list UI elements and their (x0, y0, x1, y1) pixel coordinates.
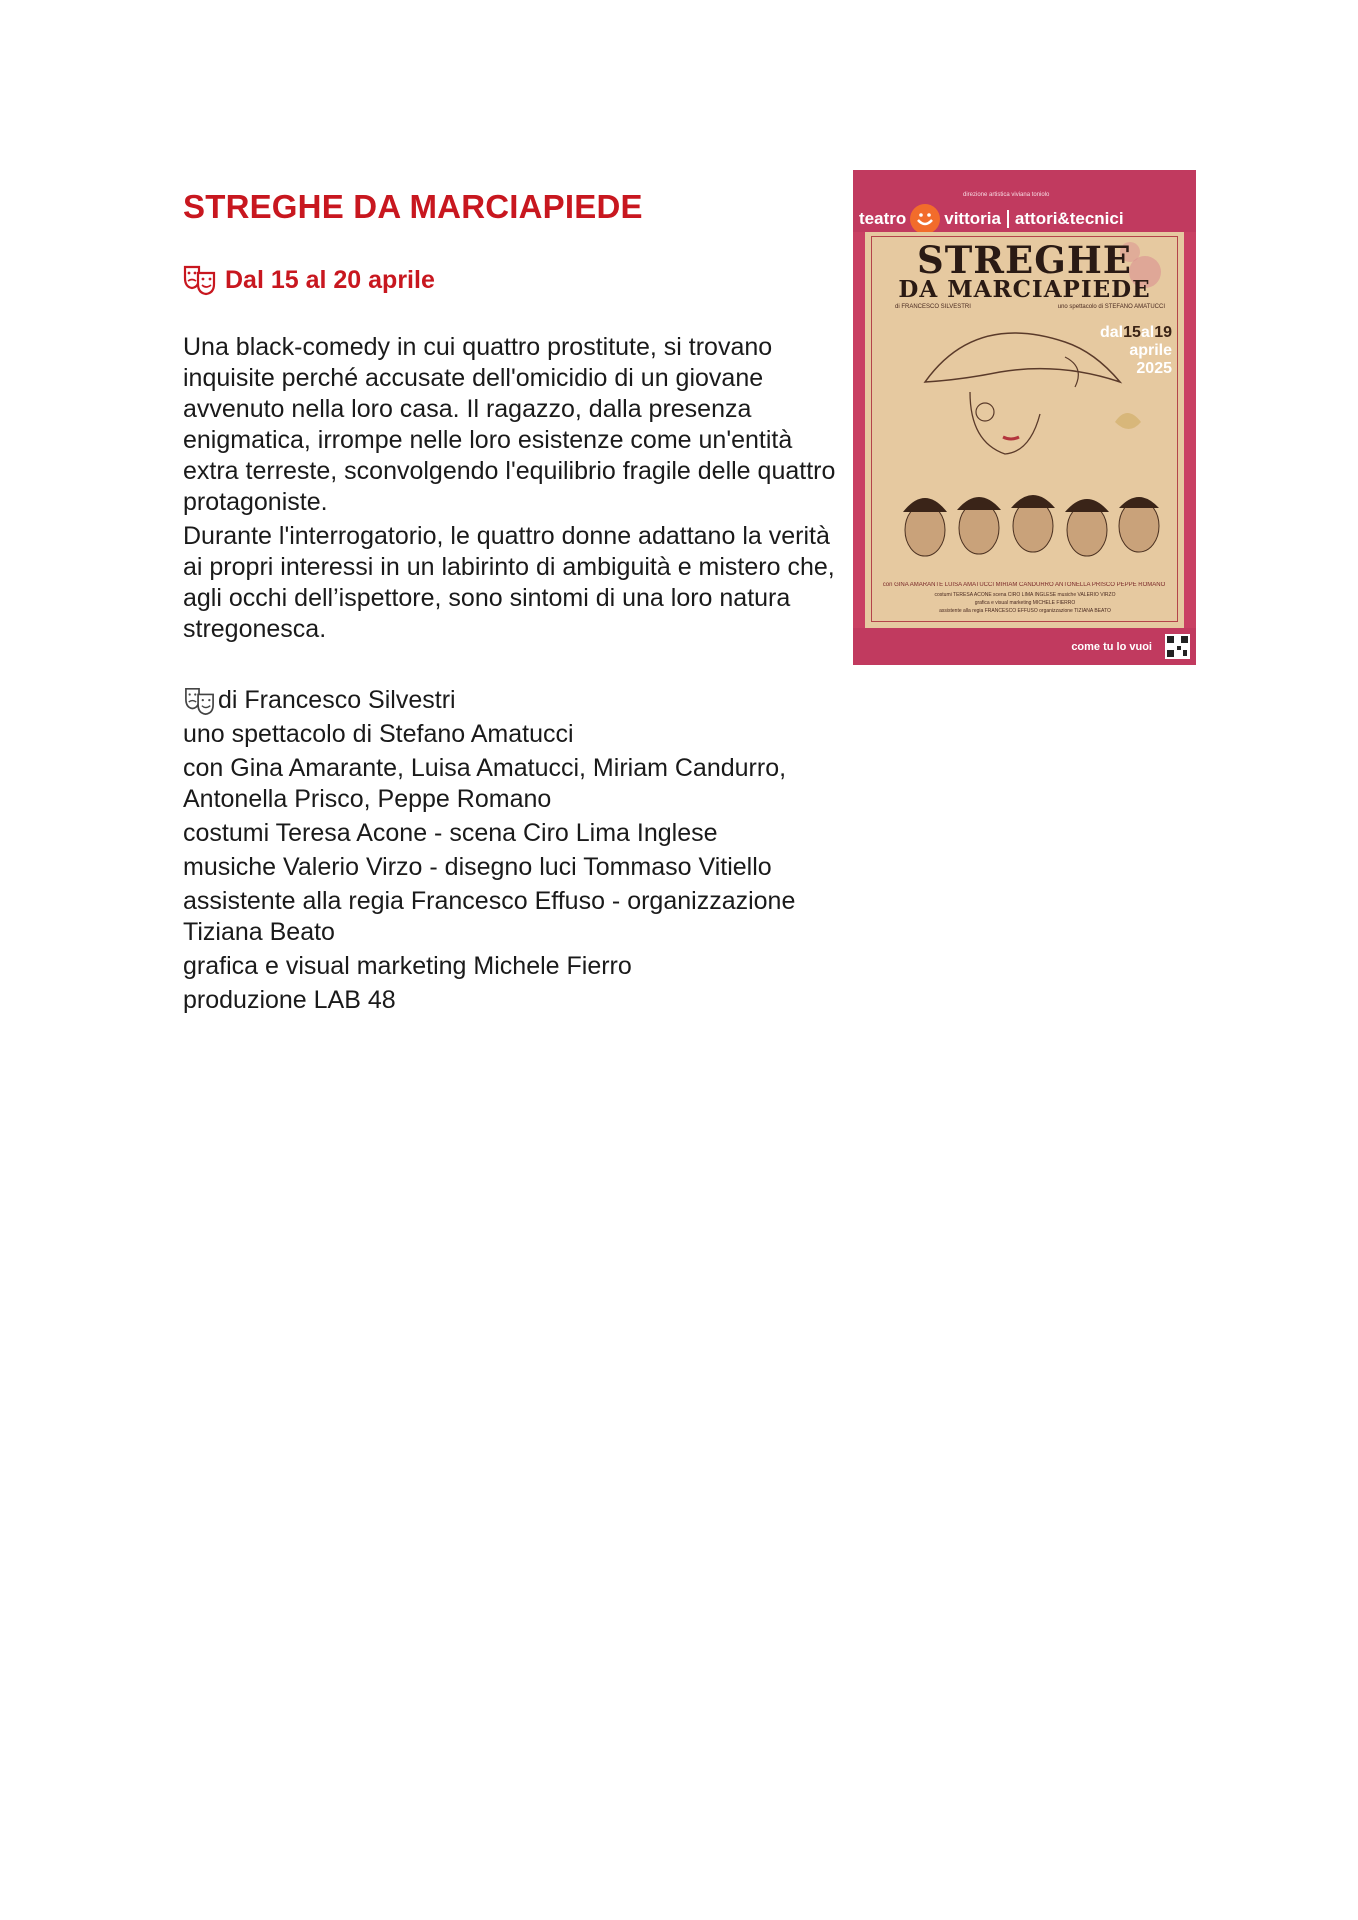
poster-date-month: aprile (1129, 342, 1172, 359)
credits-list (183, 685, 843, 1019)
credit-costumes-scene: costumi Teresa Acone - scena Ciro Lima Inglese (183, 819, 718, 847)
poster-date (1100, 324, 1172, 378)
poster-credit-1: costumi TERESA ACONE scena CIRO LIMA INGLESE musiche VALERIO VIRZO (934, 592, 1116, 598)
credit-music-lights: musiche Valerio Virzo - disegno luci Tommaso Vitiello (183, 853, 772, 881)
theatre-masks-icon (183, 264, 216, 296)
credit-graphics: grafica e visual marketing Michele Fierro (183, 952, 632, 980)
poster-date-day1: 15 (1123, 324, 1141, 341)
theatre-masks-icon (183, 686, 216, 716)
credit-author-row (183, 685, 843, 716)
poster-date-al: al (1140, 324, 1155, 341)
poster-author: di FRANCESCO SILVESTRI (895, 304, 971, 310)
poster-credit-3: assistente alla regia FRANCESCO EFFUSO organizzazione TIZIANA BEATO (939, 608, 1111, 614)
credit-production: produzione LAB 48 (183, 986, 396, 1014)
credit-assistant-organization: assistente alla regia Francesco Effuso - organizzazione Tiziana Beato (183, 887, 796, 946)
poster-theatre-row (859, 204, 1191, 234)
poster-theatre-right: vittoria (944, 209, 1001, 228)
credit-author: di Francesco Silvestri (218, 686, 456, 714)
poster-separator (1007, 210, 1009, 228)
poster-cast: con GINA AMARANTE LUISA AMATUCCI MIRIAM CANDURRO ANTONELLA PRISCO PEPPE ROMANO (882, 582, 1166, 588)
poster-artwork (865, 232, 1184, 628)
poster-direction: direzione artistica viviana toniolo (963, 192, 1050, 198)
qr-code-icon (1165, 634, 1190, 659)
description-paragraph: Una black-comedy in cui quattro prostitute, si trovano inquisite perché accusate dell'omicidio di un giovane avvenuto nella loro casa. Il ragazzo, dalla presenza enigmatica, irrompe nelle loro esistenze come un'entità extra terreste, sconvolgendo l'equilibrio fragile delle quattro protagoniste. (183, 333, 836, 516)
poster-cast-photos (895, 482, 1165, 577)
poster-theatre-left: teatro (859, 209, 907, 228)
page-title: STREGHE DA MARCIAPIEDE (183, 188, 643, 225)
date-line (183, 264, 435, 296)
poster-slogan: come tu lo vuoi (1071, 641, 1152, 653)
poster-company: attori&tecnici (1014, 209, 1124, 228)
credit-cast: con Gina Amarante, Luisa Amatucci, Miriam Candurro, Antonella Prisco, Peppe Romano (183, 754, 787, 813)
credit-director: uno spettacolo di Stefano Amatucci (183, 720, 574, 748)
poster-staging: uno spettacolo di STEFANO AMATUCCI (1057, 304, 1165, 310)
poster-credit-2: grafica e visual marketing MICHELE FIERRO (974, 600, 1076, 606)
description-paragraph: Durante l'interrogatorio, le quattro donne adattano la verità ai propri interessi in un labirinto di ambiguità e mistero che, agli occhi dell’ispettore, sono sintomi di una loro natura stregonesca. (183, 522, 835, 643)
poster-date-from: dal (1099, 324, 1124, 341)
show-poster (853, 170, 1196, 665)
poster-title-line2: DA MARCIAPIEDE (898, 276, 1151, 303)
theatre-smile-logo-icon (910, 204, 940, 234)
poster-subtitle (895, 304, 1165, 310)
poster-header (853, 170, 1196, 232)
poster-title-line1: STREGHE (917, 238, 1132, 282)
poster-date-day2: 19 (1154, 324, 1172, 341)
poster-footer (853, 628, 1196, 665)
description (183, 332, 843, 645)
poster-date-year: 2025 (1136, 360, 1172, 377)
date-text: Dal 15 al 20 aprile (225, 265, 435, 294)
